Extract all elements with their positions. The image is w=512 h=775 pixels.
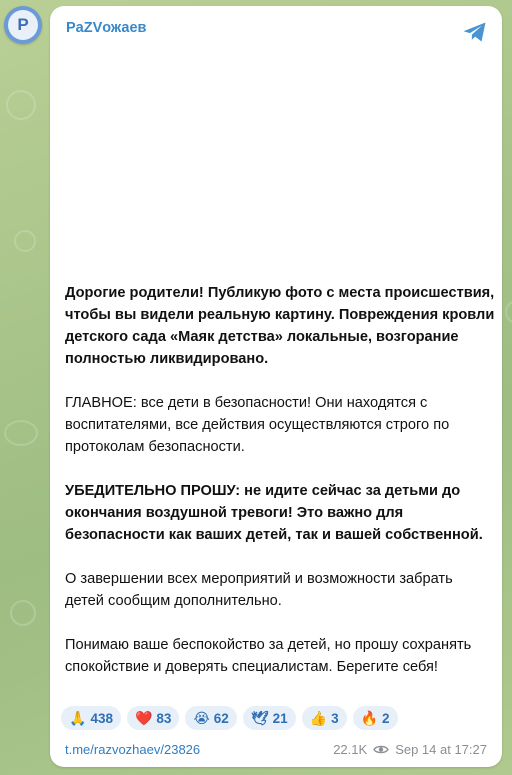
message-paragraph: Понимаю ваше беспокойство за детей, но прошу сохранять спокойствие и доверять специалистам. Берегите себя!	[65, 637, 472, 675]
message-text	[65, 282, 495, 678]
avatar-letter: P	[8, 10, 38, 40]
message-card	[50, 6, 502, 767]
reaction-emoji-icon: 🔥	[360, 710, 379, 726]
background-doodle	[4, 420, 38, 446]
message-footer	[50, 737, 502, 761]
reaction-pill[interactable]	[243, 706, 296, 730]
reaction-count: 2	[382, 710, 390, 726]
channel-avatar[interactable]	[4, 6, 42, 44]
reaction-emoji-icon: 👍	[309, 710, 328, 726]
message-header	[50, 6, 502, 48]
reaction-pill[interactable]	[61, 706, 121, 730]
post-link[interactable]: t.me/razvozhaev/23826	[65, 742, 201, 757]
reaction-pill[interactable]	[353, 706, 398, 730]
background-doodle	[505, 300, 512, 324]
reaction-count: 3	[331, 710, 339, 726]
reaction-count: 62	[213, 710, 229, 726]
reaction-count: 83	[156, 710, 172, 726]
message-paragraph: Дорогие родители! Публикую фото с места происшествия, чтобы вы видели реальную картину. Повреждения кровли детского сада «Маяк детства» локальные, возгорание полностью ликвидировано.	[65, 285, 495, 367]
eye-icon	[373, 744, 389, 755]
view-count: 22.1K	[333, 742, 368, 757]
background-doodle	[14, 230, 36, 252]
reactions-bar	[61, 706, 398, 730]
post-date: Sep 14 at 17:27	[395, 742, 487, 757]
reaction-emoji-icon: 🕊	[250, 710, 269, 726]
reaction-pill[interactable]	[302, 706, 347, 730]
message-paragraph: О завершении всех мероприятий и возможности забрать детей сообщим дополнительно.	[65, 571, 453, 609]
message-paragraph: УБЕДИТЕЛЬНО ПРОШУ: не идите сейчас за детьми до окончания воздушной тревоги! Это важно для безопасности как ваших детей, так и вашей собственной.	[65, 483, 483, 543]
reaction-count: 21	[272, 710, 288, 726]
message-paragraph: ГЛАВНОЕ: все дети в безопасности! Они находятся с воспитателями, все действия осуществляются строго по протоколам безопасности.	[65, 395, 450, 455]
reaction-pill[interactable]	[127, 706, 179, 730]
reaction-count: 438	[90, 710, 113, 726]
channel-name[interactable]: PaZVожаев	[66, 20, 147, 36]
background-doodle	[6, 90, 36, 120]
post-meta	[333, 742, 487, 757]
reaction-emoji-icon: 🙏	[69, 710, 87, 726]
telegram-share-icon[interactable]	[462, 20, 488, 44]
background-doodle	[10, 600, 36, 626]
reaction-pill[interactable]	[185, 706, 236, 730]
reaction-emoji-icon: 😭	[193, 710, 210, 726]
reaction-emoji-icon: ❤️	[134, 710, 153, 726]
